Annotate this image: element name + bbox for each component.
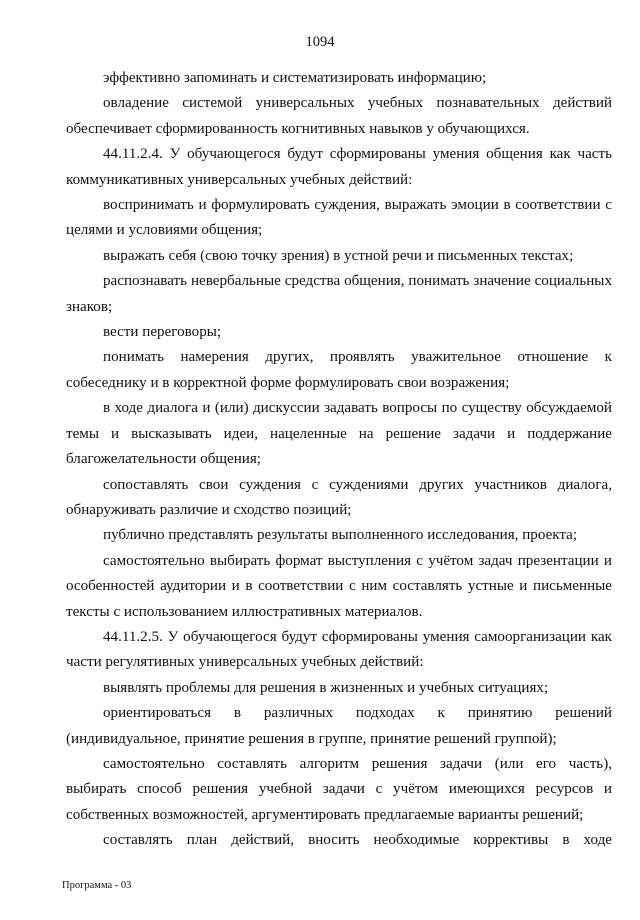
paragraph: самостоятельно выбирать формат выступления с учётом задач презентации и особенностей аудитории и в соответствии с ним составлять устные и письменные тексты с использованием иллюстративных материалов. (66, 552, 612, 620)
footer-label: Программа - 03 (62, 880, 132, 891)
paragraph: выражать себя (свою точку зрения) в устной речи и письменных текстах; (103, 247, 574, 264)
paragraph: самостоятельно составлять алгоритм решения задачи (или его часть), выбирать способ решения учебной задачи с учётом имеющихся ресурсов и собственных возможностей, аргументировать предлагаемые варианты решений; (66, 755, 612, 823)
page-number: 1094 (305, 34, 335, 50)
paragraph: воспринимать и формулировать суждения, выражать эмоции в соответствии с целями и условиями общения; (66, 197, 612, 239)
paragraph: в ходе диалога и (или) дискуссии задавать вопросы по существу обсуждаемой темы и высказывать идеи, нацеленные на решение задачи и поддержание благожелательности общения; (66, 400, 612, 468)
paragraph: 44.11.2.5. У обучающегося будут сформированы умения самоорганизации как части регулятивных универсальных учебных действий: (66, 628, 612, 671)
paragraph: понимать намерения других, проявлять уважительное отношение к собеседнику и в корректной форме формулировать свои возражения; (66, 349, 612, 391)
paragraph: вести переговоры; (103, 324, 222, 341)
paragraph: 44.11.2.4. У обучающегося будут сформированы умения общения как часть коммуникативных универсальных учебных действий: (66, 146, 612, 188)
paragraph: выявлять проблемы для решения в жизненных и учебных ситуациях; (103, 679, 549, 696)
paragraph: сопоставлять свои суждения с суждениями других участников диалога, обнаруживать различие и сходство позиций; (66, 476, 612, 518)
paragraph: распознавать невербальные средства общения, понимать значение социальных знаков; (66, 273, 612, 315)
document-body (66, 66, 612, 854)
paragraph: ориентироваться в различных подходах к принятию решений (индивидуальное, принятие решения в группе, принятие решений группой); (66, 705, 612, 747)
paragraph: овладение системой универсальных учебных познавательных действий обеспечивает сформированность когнитивных навыков у обучающихся. (66, 95, 612, 137)
paragraph: эффективно запоминать и систематизировать информацию; (103, 70, 487, 86)
paragraph: составлять план действий, вносить необходимые коррективы в ходе (103, 832, 612, 849)
paragraph: публично представлять результаты выполненного исследования, проекта; (103, 527, 578, 544)
